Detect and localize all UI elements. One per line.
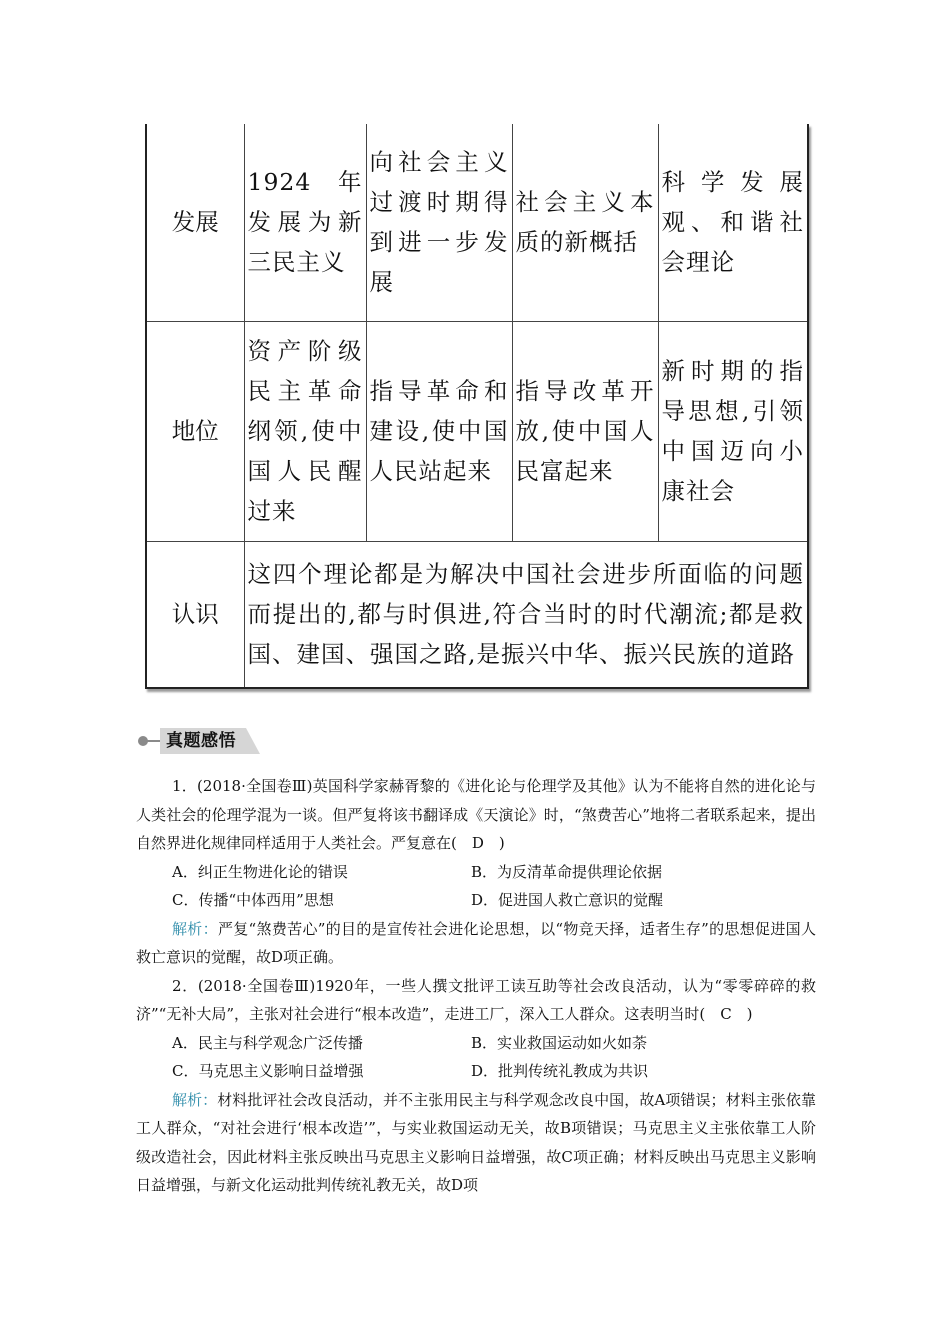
table-cell: 社会主义本质的新概括 bbox=[512, 124, 658, 321]
option-a: A．纠正生物进化论的错误 bbox=[172, 862, 348, 881]
row-header: 地位 bbox=[146, 321, 244, 541]
table-cell: 指导革命和建设,使中国人民站起来 bbox=[366, 321, 512, 541]
table-row-status bbox=[146, 321, 808, 541]
option-c: C．传播“中体西用”思想 bbox=[172, 891, 334, 909]
questions-block bbox=[136, 772, 816, 1200]
option-c: C．马克思主义影响日益增强 bbox=[172, 1062, 364, 1080]
table-cell: 指导改革开放,使中国人民富起来 bbox=[512, 321, 658, 541]
table-cell: 资产阶级民主革命纲领,使中国人民醒过来 bbox=[244, 321, 366, 541]
table-cell: 科学发展观、和谐社会理论 bbox=[658, 124, 808, 321]
analysis-text: 严复“煞费苦心”的目的是宣传社会进化论思想，以“物竞天择，适者生存”的思想促进国人救亡意识的觉醒，故D项正确。 bbox=[136, 919, 816, 966]
row-header: 发展 bbox=[146, 124, 244, 321]
option-b: B．实业救国运动如火如荼 bbox=[471, 1033, 648, 1052]
section-tag bbox=[138, 728, 262, 754]
options-row bbox=[136, 886, 816, 915]
option-d: D．批判传统礼教成为共识 bbox=[471, 1062, 649, 1080]
options-row bbox=[136, 1057, 816, 1086]
options-row bbox=[136, 1029, 816, 1058]
table-cell: 新时期的指导思想,引领中国迈向小康社会 bbox=[658, 321, 808, 541]
option-a: A．民主与科学观念广泛传播 bbox=[172, 1033, 363, 1052]
row-header: 认识 bbox=[146, 541, 244, 688]
table-row-development bbox=[146, 124, 808, 321]
question-stem: 1．(2018·全国卷Ⅲ)英国科学家赫胥黎的《进化论与伦理学及其他》认为不能将自然的进化论与人类社会的伦理学混为一谈。但严复将该书翻译成《天演论》时，“煞费苦心”地将二者联系起来，提出自然界进化规律同样适用于人类社会。严复意在( D ) bbox=[136, 777, 816, 852]
table-cell: 1924 年发展为新三民主义 bbox=[244, 124, 366, 321]
option-d: D．促进国人救亡意识的觉醒 bbox=[471, 891, 664, 909]
analysis-text: 材料批评社会改良活动，并不主张用民主与科学观念改良中国，故A项错误；材料主张依靠工人群众，“对社会进行‘根本改造’”，与实业救国运动无关，故B项错误；马克思主义主张依靠工人阶级改造社会，因此材料主张反映出马克思主义影响日益增强，故C项正确；材料反映出马克思主义影响日益增强，与新文化运动批判传统礼教无关，故D项 bbox=[136, 1090, 816, 1194]
comparison-table bbox=[145, 124, 809, 689]
table-cell-merged: 这四个理论都是为解决中国社会进步所面临的问题而提出的,都与时俱进,符合当时的时代潮流;都是救国、建国、强国之路,是振兴中华、振兴民族的道路 bbox=[244, 541, 808, 688]
options-row bbox=[136, 858, 816, 887]
section-title: 真题感悟 bbox=[166, 731, 236, 751]
analysis bbox=[136, 1086, 816, 1200]
table-cell: 向社会主义过渡时期得到进一步发展 bbox=[366, 124, 512, 321]
option-b: B．为反清革命提供理论依据 bbox=[471, 862, 663, 881]
analysis-label: 解析： bbox=[172, 1090, 218, 1109]
question-stem: 2．(2018·全国卷Ⅲ)1920年，一些人撰文批评工读互助等社会改良活动，认为“零零碎碎的救济”“无补大局”，主张对社会进行“根本改造”，走进工厂，深入工人群众。这表明当时( C ) bbox=[136, 976, 816, 1023]
table-row-understanding bbox=[146, 541, 808, 688]
analysis bbox=[136, 915, 816, 972]
comparison-table-container bbox=[145, 124, 807, 690]
analysis-label: 解析： bbox=[172, 919, 218, 938]
